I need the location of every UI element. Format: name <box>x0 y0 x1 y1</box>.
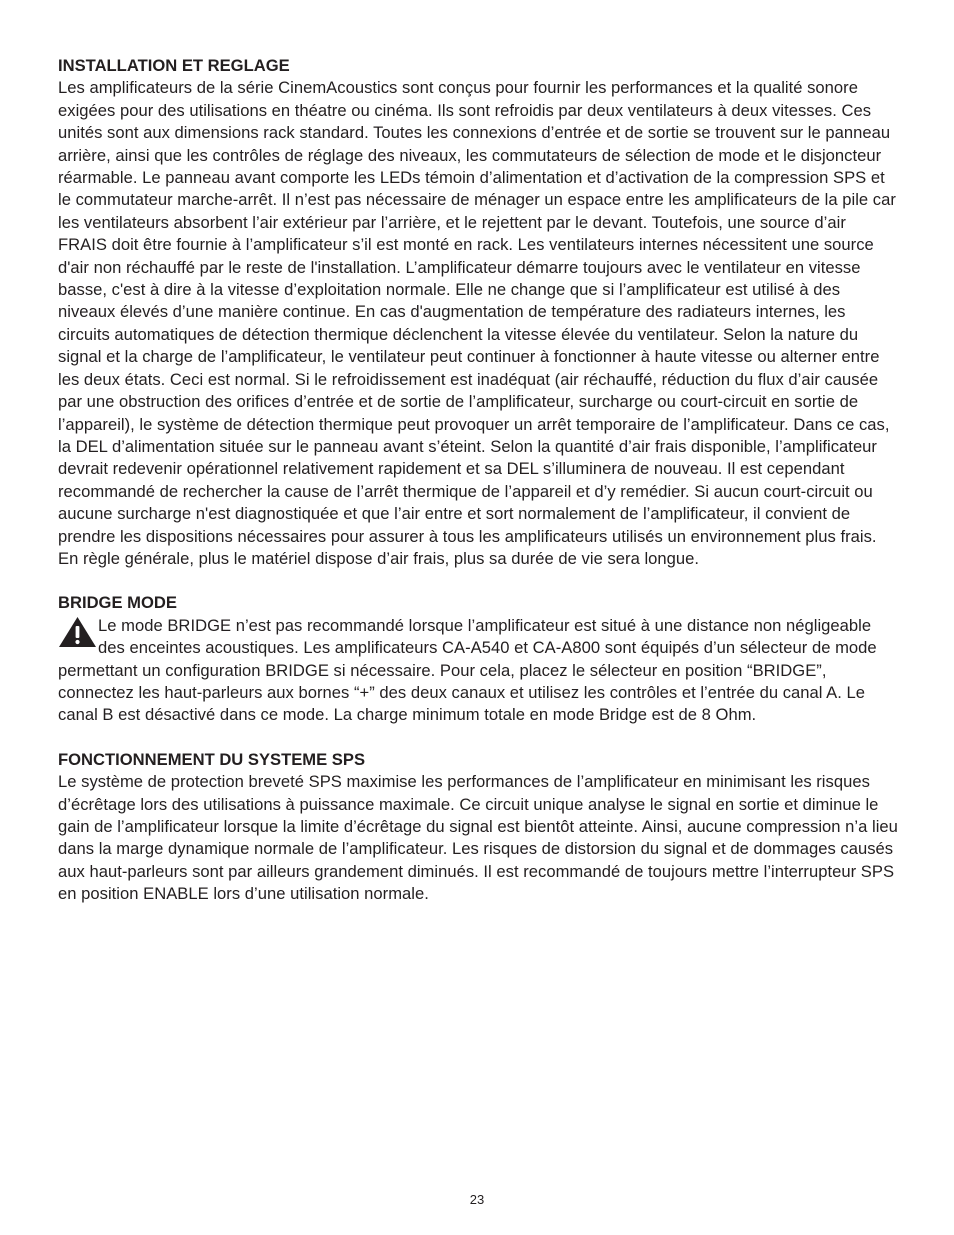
section-body-bridge-mode: Le mode BRIDGE n’est pas recommandé lorsque l’amplificateur est situé à une distance non négligeable des enceintes acoustiques. Les amplificateurs CA-A540 et CA-A800 sont équipés d’un sélecteur de mode permettant un configuration BRIDGE si nécessaire. Pour cela, placez le sélecteur en position “BRIDGE”, connectez les haut-parleurs aux bornes “+” des deux canaux et utilisez les contrôles et l’entrée du canal A. Le canal B est désactivé dans ce mode. La charge minimum totale en mode Bridge est de 8 Ohm. <box>58 615 877 725</box>
section-installation <box>58 55 898 570</box>
section-heading-bridge-mode: BRIDGE MODE <box>58 593 177 613</box>
section-heading-sps: FONCTIONNEMENT DU SYSTEME SPS <box>58 749 366 769</box>
warning-triangle-icon <box>58 616 97 648</box>
document-page <box>58 55 898 928</box>
section-bridge-mode <box>58 592 898 726</box>
section-heading-installation: INSTALLATION ET REGLAGE <box>58 56 290 75</box>
section-body-sps: Le système de protection breveté SPS maximise les performances de l’amplificateur en minimisant les risques d’écrêtage lors des utilisations à puissance maximale. Ce circuit unique analyse le signal en sortie et diminue le gain de l’amplificateur lorsque la limite d’écrêtage du signal est bientôt atteinte. Ainsi, aucune compression n’a lieu dans la marge dynamique normale de l’amplificateur. Les risques de distorsion du signal et de dommages causés aux haut-parleurs sont par ailleurs grandement diminués. Il est recommandé de toujours mettre l’interrupteur SPS en position ENABLE lors d’une utilisation normale. <box>58 772 898 904</box>
section-body-installation: Les amplificateurs de la série CinemAcoustics sont conçus pour fournir les performances et la qualité sonore exigées pour des utilisations en théatre ou cinéma. Ils sont refroidis par deux ventilateurs à deux vitesses. Ces unités sont aux dimensions rack standard. Toutes les connexions d’entrée et de sortie se trouvent sur le panneau arrière, ainsi que les contrôles de réglage des niveaux, les commutateurs de sélection de mode et le disjoncteur réarmable. Le panneau avant comporte les LEDs témoin d’alimentation et d’activation de la compression SPS et le commutateur marche-arrêt. Il n’est pas nécessaire de ménager un espace entre les amplificateurs de la pile car les ventilateurs absorbent l’air extérieur par l’arrière, et le rejettent par le devant. Toutefois, une source d’air FRAIS doit être fournie à l’amplificateur s’il est monté en rack. Les ventilateurs internes nécessitent une source d'air non réchauffé par le reste de l'installation. L’amplificateur démarre toujours avec le ventilateur en vitesse basse, c'est à dire à la vitesse d’exploitation normale. Elle ne change que si l’amplificateur est utilisé à des niveaux élevés d’une manière continue. En cas d'augmentation de température des radiateurs internes, les circuits automatiques de détection thermique déclenchent la vitesse élevée du ventilateur. Selon la nature du signal et la charge de l’amplificateur, le ventilateur peut continuer à fonctionner à haute vitesse ou alterner entre les deux états. Ceci est normal. Si le refroidissement est inadéquat (air réchauffé, réduction du flux d’air causée par une obstruction des orifices d’entrée et de sortie de l’amplificateur, surcharge ou court-circuit en sortie de l’appareil), le système de détection thermique peut provoquer un arrêt temporaire de l’amplificateur. Dans ce cas, la DEL d’alimentation située sur le panneau avant s’éteint. Selon la quantité d’air frais disponible, l’amplificateur devrait redevenir opérationnel relativement rapidement et sa DEL s’illuminera de nouveau. Il est cependant recommandé de rechercher la cause de l’arrêt thermique de l’appareil et d’y remédier. Si aucun court-circuit ou aucune surcharge n'est diagnostiquée et que l’air entre et sort normalement de l’amplificateur, il convient de prendre les dispositions nécessaires pour assurer à tous les amplificateurs utilisés un environnement plus frais. En règle générale, plus le matériel dispose d’air frais, plus sa durée de vie sera longue. <box>58 78 896 568</box>
page-number: 23 <box>469 1192 485 1207</box>
section-sps <box>58 749 898 906</box>
